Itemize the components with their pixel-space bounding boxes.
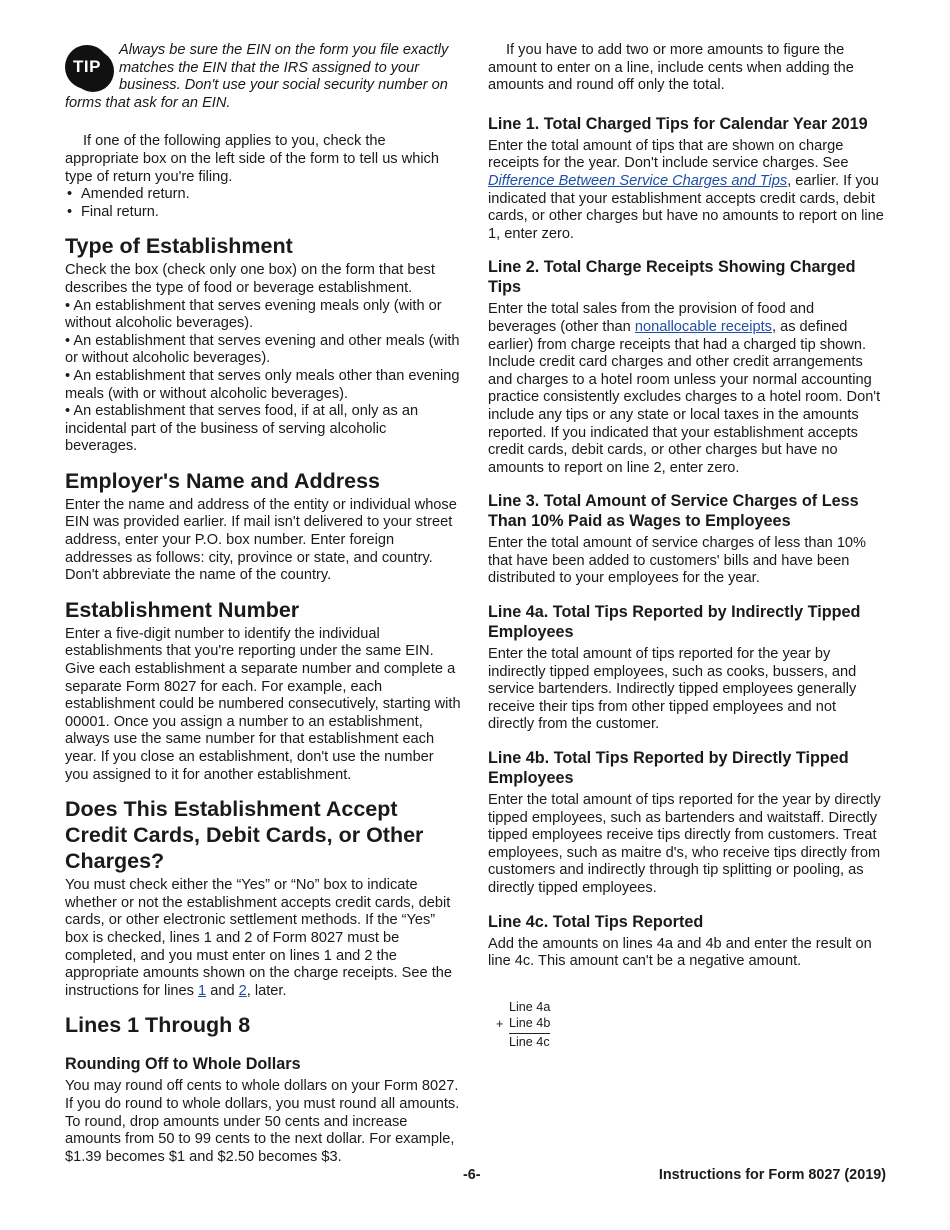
credit-cards-body: [65, 877, 461, 1000]
credit-cards-text: You must check either the “Yes” or “No” box to indicate whether or not the establishment accepts credit cards, debit cards, or other electronic settlement methods. If the “Yes” box is checked, lines 1 and 2 of Form 8027 must be completed, and you must enter on lines 1 and 2 the appropriate amounts shown on the charge receipts. See the instructions for lines: [65, 877, 452, 999]
formula-line-4c: Line 4c: [509, 1034, 550, 1049]
section-heading-employer: Employer's Name and Address: [65, 468, 380, 493]
heading-line-1: Line 1. Total Charged Tips for Calendar Year 2019: [488, 114, 868, 133]
formula-row: [496, 999, 886, 1017]
line-4c-body: Add the amounts on lines 4a and 4b and enter the result on line 4c. This amount can't be a negative amount.: [488, 935, 872, 970]
line-1-tail: , earlier. If you indicated that your establishment accepts credit cards, debit cards, or other charges but have no amounts to report on line 1, enter zero.: [488, 172, 884, 242]
line-1-text: Enter the total amount of tips that are shown on charge receipts for the year. Don't include service charges. See: [488, 137, 849, 172]
list-item: • Final return.: [65, 204, 461, 222]
line-1-link[interactable]: 1: [198, 982, 207, 999]
nonallocable-receipts-link[interactable]: nonallocable receipts: [634, 318, 772, 335]
tip-box: [65, 42, 461, 112]
line-4c-formula: [496, 999, 886, 1052]
return-type-list: [65, 186, 461, 221]
formula-line-4b: Line 4b: [509, 1016, 550, 1034]
plus-operator: +: [496, 1017, 504, 1032]
list-item: • An establishment that serves only meals other than evening meals (with or without alcoholic beverages).: [65, 368, 461, 403]
right-column: [488, 42, 886, 1051]
line-2-link[interactable]: 2: [238, 982, 247, 999]
left-column: [65, 42, 461, 1166]
establishment-type-intro: Check the box (check only one box) on the form that best describes the type of food or beverage establishment.: [65, 262, 435, 296]
establishment-type-list: [65, 298, 461, 456]
tip-text-content: Always be sure the EIN on the form you file exactly matches the EIN that the IRS assigned to your business. Don't use your social security number on forms that ask for an EIN.: [65, 42, 449, 111]
section-heading-credit-cards: Does This Establishment Accept Credit Cards, Debit Cards, or Other Charges?: [65, 797, 424, 874]
tip-icon: [65, 45, 109, 89]
section-heading-establishment-number: Establishment Number: [65, 597, 300, 622]
line-3-body: Enter the total amount of service charges of less than 10% that have been added to customers' bills and have been distributed to your employees for the year.: [488, 535, 867, 587]
service-charges-link[interactable]: Difference Between Service Charges and Tips: [488, 172, 788, 189]
list-item: • An establishment that serves evening meals only (with or without alcoholic beverages).: [65, 298, 461, 333]
formula-row: [496, 1034, 886, 1052]
line-2-tail: , as defined earlier) from charge receipts that had a charged tip shown. Include credit card charges and other credit arrangements and charges to a hotel room unless your normal accounting practice consistently excludes charges to a hotel room. Don't include any tips or any state or local taxes in the amounts reported. If you indicated that your establishment accepts credit cards, debit cards, or other charges but have no amounts to report on line 2, enter zero.: [488, 318, 881, 476]
heading-line-4b: Line 4b. Total Tips Reported by Directly Tipped Employees: [488, 749, 849, 788]
form-title: Instructions for Form 8027 (2019): [658, 1167, 886, 1183]
employer-body: Enter the name and address of the entity or individual whose EIN was provided earlier. If mail isn't delivered to your street address, enter your P.O. box number. Enter foreign addresses as follows: city, province or state, and country. Don't abbreviate the name of the country.: [65, 496, 457, 584]
heading-line-4c: Line 4c. Total Tips Reported: [488, 912, 704, 931]
credit-cards-and: and: [210, 982, 235, 999]
section-heading-establishment-type: Type of Establishment: [65, 234, 293, 259]
line-2-body: [488, 301, 886, 477]
tip-text: [65, 42, 461, 112]
page-number: -6-: [463, 1167, 481, 1183]
rounding-intro: If you have to add two or more amounts to figure the amount to enter on a line, include cents when adding the amounts and round off only the total.: [488, 42, 854, 94]
line-1-body: [488, 138, 886, 244]
list-item: • An establishment that serves food, if at all, only as an incidental part of the business of serving alcoholic beverages.: [65, 403, 461, 456]
establishment-number-body: Enter a five-digit number to identify the individual establishments that you're reporting under the same EIN. Give each establishment a separate number and complete a separate Form 8027 for each. For example, each establishment could be numbered consecutively, starting with 00001. Once you assign a number to an establishment, always use the same number for that establishment each year. If you close an establishment, don't use the number you assigned to it for another establishment.: [65, 625, 461, 783]
tip-icon-label: TIP: [73, 57, 101, 76]
line-2-text: Enter the total sales from the provision of food and beverages (other than: [488, 301, 815, 335]
formula-row: [496, 1016, 886, 1034]
rounding-body: You may round off cents to whole dollars on your Form 8027. If you do round to whole dollars, you must round all amounts. To round, drop amounts under 50 cents and increase amounts from 50 to 99 cents to the next dollar. For example, $1.39 becomes $1 and $2.50 becomes $3.: [65, 1078, 460, 1165]
list-item: • Amended return.: [65, 186, 461, 204]
heading-line-4a: Line 4a. Total Tips Reported by Indirectly Tipped Employees: [488, 603, 861, 642]
heading-line-2: Line 2. Total Charge Receipts Showing Charged Tips: [488, 258, 856, 297]
list-item: • An establishment that serves evening and other meals (with or without alcoholic beverages).: [65, 333, 461, 368]
line-4b-body: Enter the total amount of tips reported for the year by directly tipped employees, such as bartenders and waitstaff. Directly tipped employees receive tips directly from customers. Treat employees, such as maitre d's, who receive tips directly from customers and indirectly through tip splitting or pooling, as directly tipped employees.: [488, 792, 881, 896]
formula-line-4a: Line 4a: [509, 999, 551, 1014]
line-4a-body: Enter the total amount of tips reported for the year by indirectly tipped employees, such as cooks, bussers, and service bartenders. Indirectly tipped employees generally receive their tips from other tipped employees and not directly from the customer.: [488, 646, 857, 733]
sub-heading-rounding: Rounding Off to Whole Dollars: [65, 1055, 301, 1074]
section-heading-lines: Lines 1 Through 8: [65, 1013, 251, 1038]
heading-line-3: Line 3. Total Amount of Service Charges of Less Than 10% Paid as Wages to Employees: [488, 492, 859, 531]
credit-cards-tail: , later.: [246, 982, 287, 999]
return-type-intro: If one of the following applies to you, check the appropriate box on the left side of the form to tell us which type of return you're filing.: [65, 133, 439, 185]
